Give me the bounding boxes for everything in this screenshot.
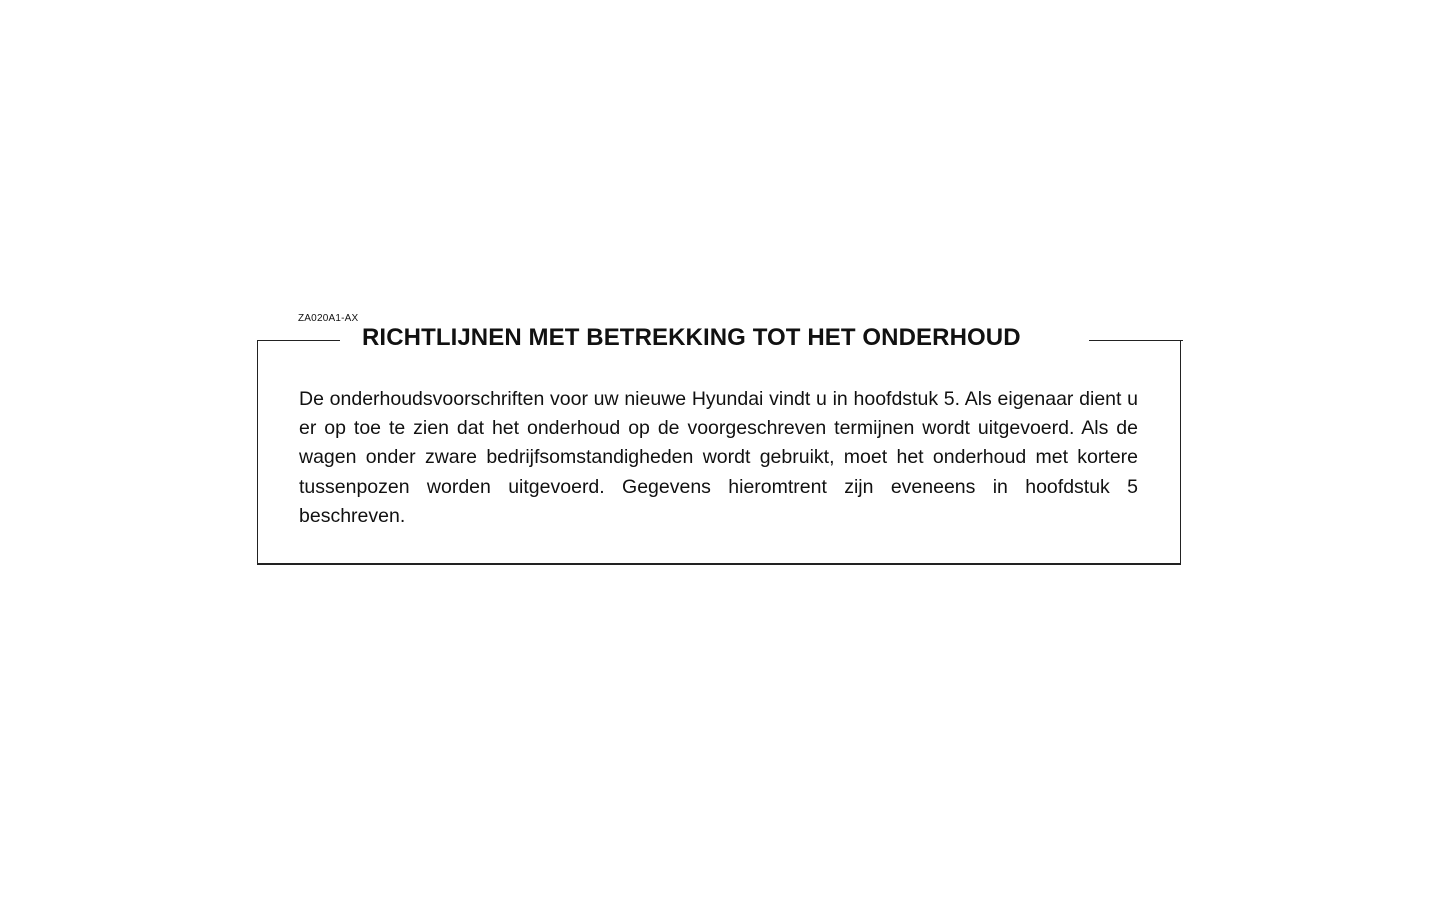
section-body: De onderhoudsvoorschriften voor uw nieuwe Hyundai vindt u in hoofdstuk 5. Als eigenaar dient u er op toe te zien dat het onderhoud op de voorgeschreven termijnen wordt uitgevoerd. Als de wagen onder zware bedrijfsomstandigheden wordt gebruikt, moet het onderhoud met kortere tussenpozen worden uitgevoerd. Gegevens hieromtrent zijn eveneens in hoofdstuk 5 beschreven.	[299, 388, 1138, 527]
section-code: ZA020A1-AX	[298, 313, 359, 324]
box-top-rule-right	[1089, 340, 1183, 341]
box-top-rule-left	[257, 340, 340, 341]
section-title: RICHTLIJNEN MET BETREKKING TOT HET ONDERHOUD	[362, 324, 1021, 351]
